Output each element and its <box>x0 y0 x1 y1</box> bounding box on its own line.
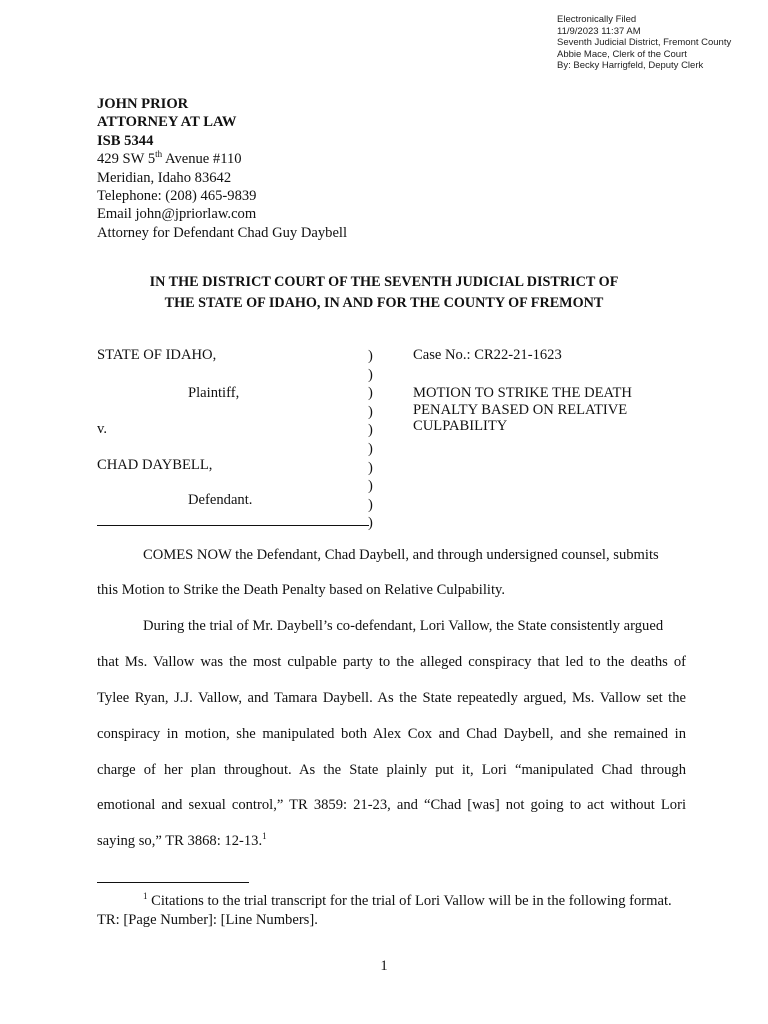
court-heading-line2: THE STATE OF IDAHO, IN AND FOR THE COUNTY OF FREMONT <box>164 295 604 311</box>
body-line: Tylee Ryan, J.J. Vallow, and Tamara Daybell. As the State repeatedly argued, Ms. Vallow set the <box>97 690 686 706</box>
attorney-name: JOHN PRIOR <box>97 96 189 112</box>
caption-paren: ) <box>368 496 373 513</box>
body-line-last <box>97 832 686 850</box>
caption-paren: ) <box>368 385 373 402</box>
caption-paren: ) <box>368 366 373 383</box>
footnote-text: Citations to the trial transcript for the trial of Lori Vallow will be in the following format. <box>147 893 672 909</box>
attorney-title: ATTORNEY AT LAW <box>97 114 237 131</box>
case-number: Case No.: CR22-21-1623 <box>413 347 562 363</box>
body-line: this Motion to Strike the Death Penalty based on Relative Culpability. <box>97 582 506 598</box>
plaintiff-label: Plaintiff, <box>188 385 240 401</box>
motion-title-line: CULPABILITY <box>413 418 508 435</box>
court-heading-line1: IN THE DISTRICT COURT OF THE SEVENTH JUDICIAL DISTRICT OF <box>149 274 619 290</box>
motion-title <box>413 385 632 435</box>
address-ordinal: th <box>155 149 163 160</box>
footnote-reference: 1 <box>262 831 267 842</box>
motion-title-line: PENALTY BASED ON RELATIVE <box>413 401 628 418</box>
versus: v. <box>97 421 107 437</box>
body-line: conspiracy in motion, she manipulated both Alex Cox and Chad Daybell, and she remained in <box>97 726 686 742</box>
address-avenue: Avenue #110 <box>162 151 242 168</box>
body-line: COMES NOW the Defendant, Chad Daybell, and through undersigned counsel, submits <box>143 547 659 563</box>
caption-rule <box>97 525 369 526</box>
attorney-telephone: Telephone: (208) 465-9839 <box>97 188 257 205</box>
caption-paren: ) <box>368 403 373 420</box>
caption-paren: ) <box>368 422 373 439</box>
caption-paren: ) <box>368 478 373 495</box>
stamp-line: 11/9/2023 11:37 AM <box>557 25 641 37</box>
address-street: 429 SW 5 <box>97 151 156 168</box>
stamp-line: Abbie Mace, Clerk of the Court <box>557 48 687 60</box>
body-line: emotional and sexual control,” TR 3859: 21-23, and “Chad [was] not going to act without Lori <box>97 797 686 813</box>
attorney-block <box>97 95 347 242</box>
attorney-address <box>97 150 347 168</box>
filing-stamp <box>557 14 731 72</box>
footnote <box>97 892 686 930</box>
footnote-line1 <box>97 892 686 911</box>
body-line: that Ms. Vallow was the most culpable party to the alleged conspiracy that led to the deaths of <box>97 654 686 670</box>
body-text: saying so,” TR 3868: 12-13. <box>97 833 263 849</box>
footnote-line2: TR: [Page Number]: [Line Numbers]. <box>97 912 318 928</box>
caption-paren: ) <box>368 459 373 476</box>
caption-parentheses <box>368 347 373 533</box>
footnote-marker: 1 <box>143 891 148 902</box>
attorney-role: Attorney for Defendant Chad Guy Daybell <box>97 224 348 241</box>
attorney-isb: ISB 5344 <box>97 132 154 149</box>
defendant-label: Defendant. <box>188 492 253 508</box>
footnote-rule <box>97 882 249 883</box>
body-line: charge of her plan throughout. As the State plainly put it, Lori “manipulated Chad through <box>97 762 686 778</box>
attorney-city: Meridian, Idaho 83642 <box>97 169 232 186</box>
plaintiff-party: STATE OF IDAHO, <box>97 347 217 363</box>
caption-paren: ) <box>368 348 373 364</box>
motion-title-line: MOTION TO STRIKE THE DEATH <box>413 385 632 401</box>
caption-paren: ) <box>368 440 373 457</box>
body-line: During the trial of Mr. Daybell’s co-defendant, Lori Vallow, the State consistently argued <box>143 618 664 634</box>
defendant-party: CHAD DAYBELL, <box>97 457 213 473</box>
attorney-email: Email john@jpriorlaw.com <box>97 206 257 223</box>
page-number: 1 <box>380 958 388 974</box>
stamp-line: By: Becky Harrigfeld, Deputy Clerk <box>557 60 704 72</box>
stamp-line: Electronically Filed <box>557 14 637 25</box>
caption-paren: ) <box>368 515 373 532</box>
stamp-line: Seventh Judicial District, Fremont County <box>557 37 732 49</box>
court-heading <box>0 272 768 314</box>
